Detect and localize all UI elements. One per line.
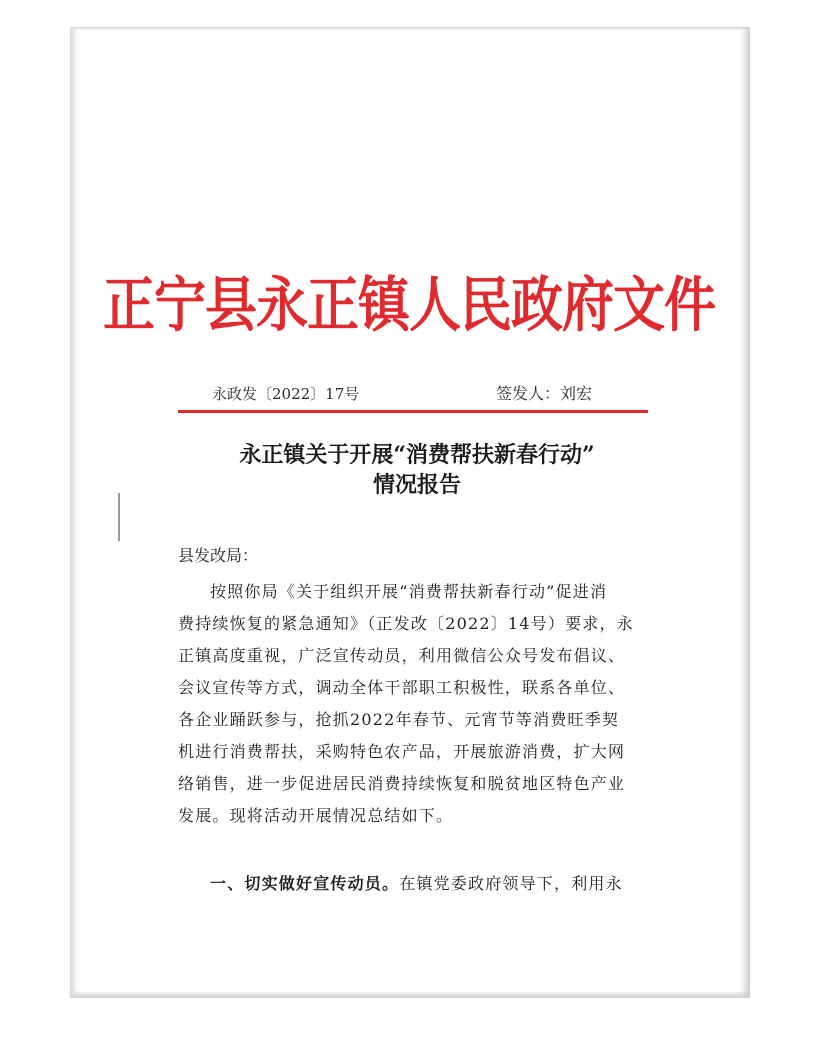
paragraph-1 [178, 576, 648, 832]
margin-mark [118, 493, 120, 541]
report-title-line-2: 情况报告 [372, 472, 461, 498]
paragraph-line: 正镇高度重视，广泛宣传动员，利用微信公众号发布倡议、 [178, 646, 626, 665]
scan-edge-left [70, 27, 78, 997]
report-title-line-1: 永正镇关于开展“消费帮扶新春行动” [239, 442, 595, 468]
paragraph-line: 会议宣传等方式，调动全体干部职工积极性，联系各单位、 [178, 678, 626, 697]
paragraph-2 [178, 868, 648, 900]
document-header-title: 正宁县永正镇人民政府文件 [102, 270, 715, 341]
document-page [78, 30, 740, 992]
paragraph-line: 各企业踊跃参与，抢抓2022年春节、元宵节等消费旺季契 [178, 710, 620, 729]
paragraph-line: 络销售，进一步促进居民消费持续恢复和脱贫地区特色产业 [178, 774, 626, 793]
salutation: 县发改局： [178, 546, 259, 565]
scan-edge-right [740, 27, 750, 997]
paragraph-line: 费持续恢复的紧急通知》（正发改〔2022〕14号）要求，永 [178, 614, 634, 633]
paragraph-line: 发展。现将活动开展情况总结如下。 [178, 806, 454, 825]
document-number: 永政发〔2022〕17号 [212, 385, 360, 403]
section-text: 在镇党委政府领导下，利用永 [399, 874, 623, 893]
red-divider-line [178, 410, 648, 413]
paragraph-line: 机进行消费帮扶，采购特色农产品，开展旅游消费，扩大网 [178, 742, 626, 761]
paragraph-line [178, 868, 648, 900]
paragraph-line: 按照你局《关于组织开展“消费帮扶新春行动”促进消 [210, 582, 608, 601]
issuer-signature: 签发人：刘宏 [496, 384, 593, 403]
section-heading: 一、切实做好宣传动员。 [210, 874, 400, 893]
